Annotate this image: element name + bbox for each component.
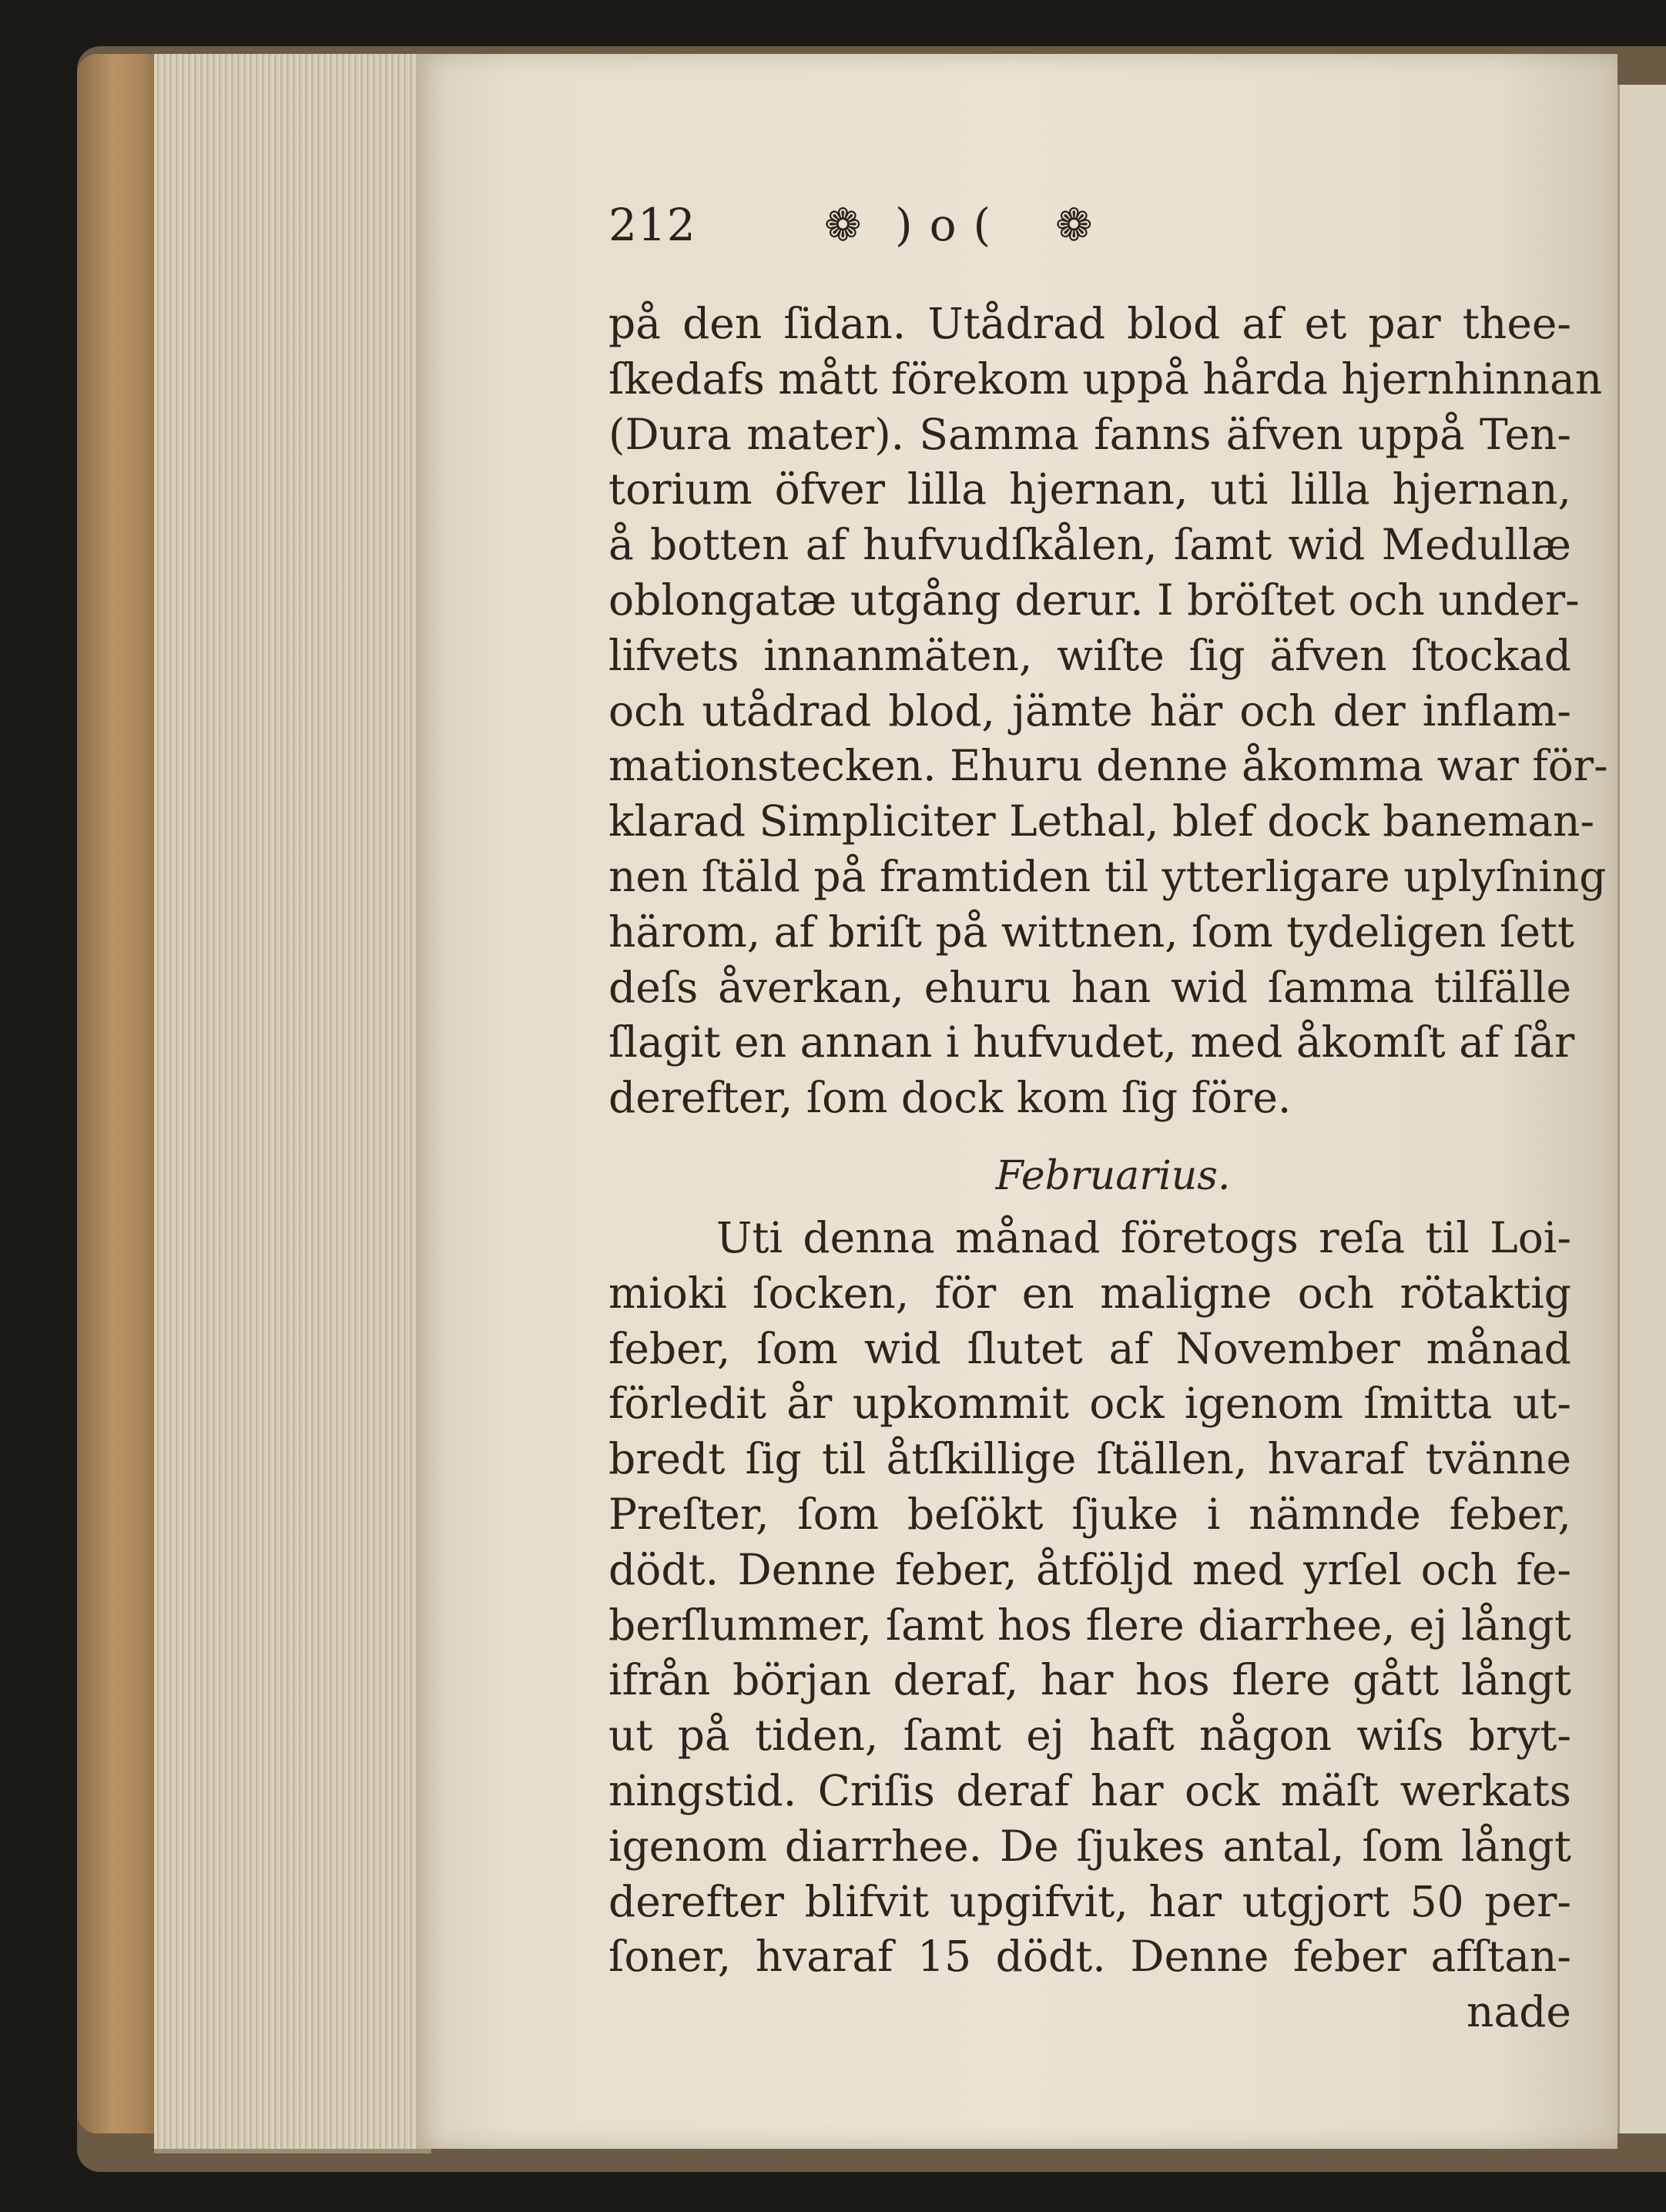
text-line: (Dura mater). Samma fanns äfven uppå Ten- (608, 409, 1571, 459)
page-number: 212 (608, 199, 696, 251)
page-body (608, 297, 1608, 2040)
text-line: igenom diarrhee. De ſjukes antal, ſom långt (608, 1821, 1571, 1871)
text-line: bredt ſig til åtſkillige ſtällen, hvaraf tvänne (608, 1434, 1571, 1484)
header-ornament: )o( (895, 199, 1008, 251)
paragraph-2 (608, 1211, 1571, 2040)
ornament-right-icon: ❁ (1055, 199, 1093, 251)
text-line: ſlagit en annan i hufvudet, med åkomſt af ſår (608, 1017, 1575, 1067)
text-line: mioki ſocken, för en maligne och rötaktig (608, 1268, 1571, 1318)
page-header (608, 199, 1271, 260)
text-line: oblongatæ utgång derur. I bröſtet och under- (608, 575, 1580, 625)
text-line: förledit år upkommit ock igenom ſmitta ut- (608, 1379, 1571, 1429)
text-line: berſlummer, ſamt hos flere diarrhee, ej långt (608, 1600, 1571, 1650)
text-line: derefter blifvit upgifvit, har utgjort 50 per- (608, 1876, 1571, 1926)
text-line: derefter, ſom dock kom ſig före. (608, 1073, 1292, 1123)
text-line: ſoner, hvaraf 15 dödt. Denne feber afſtan- (608, 1932, 1571, 1982)
text-line: å botten af hufvudſkålen, ſamt wid Medullæ (608, 520, 1571, 570)
ornament-left-icon: ❁ (824, 199, 862, 251)
text-line: klarad Simpliciter Lethal, blef dock baneman- (608, 796, 1595, 846)
text-line: och utådrad blod, jämte här och der inflam- (608, 685, 1571, 736)
text-line: mationstecken. Ehuru denne åkomma war för- (608, 741, 1608, 791)
text-line: härom, af briſt på wittnen, ſom tydeligen ſett (608, 907, 1575, 957)
text-line: ifrån början deraf, har hos flere gått långt (608, 1655, 1571, 1705)
text-line: ſkedafs mått förekom uppå hårda hjernhinnan (608, 354, 1603, 404)
text-line: ut på tiden, ſamt ej haft någon wiſs bryt- (608, 1711, 1571, 1761)
facing-page-edge (1617, 85, 1666, 2133)
text-line: deſs åverkan, ehuru han wid ſamma tilfälle (608, 962, 1571, 1012)
text-line: på den ſidan. Utådrad blod af et par thee- (608, 299, 1571, 348)
text-line: Preſter, ſom beſökt ſjuke i nämnde feber, (608, 1489, 1571, 1539)
text-line: Uti denna månad företogs reſa til Loi- (716, 1212, 1571, 1262)
text-line: torium öfver lilla hjernan, uti lilla hjernan, (608, 464, 1571, 514)
text-line: feber, ſom wid ſlutet af November månad (608, 1323, 1571, 1373)
text-line: ningstid. Criſis deraf har ock mäſt werkats (608, 1765, 1571, 1815)
text-line: dödt. Denne feber, åtföljd med yrſel och fe- (608, 1544, 1571, 1594)
page-edges (154, 54, 431, 2153)
paragraph-1 (608, 297, 1608, 1126)
text-line: nen ſtäld på framtiden til ytterligare uplyſning (608, 851, 1607, 901)
text-line: lifvets innanmäten, wiſte ſig äfven ſtockad (608, 630, 1571, 680)
catchword: nade (1467, 1987, 1571, 2037)
section-heading: Februarius. (995, 1152, 1231, 1199)
